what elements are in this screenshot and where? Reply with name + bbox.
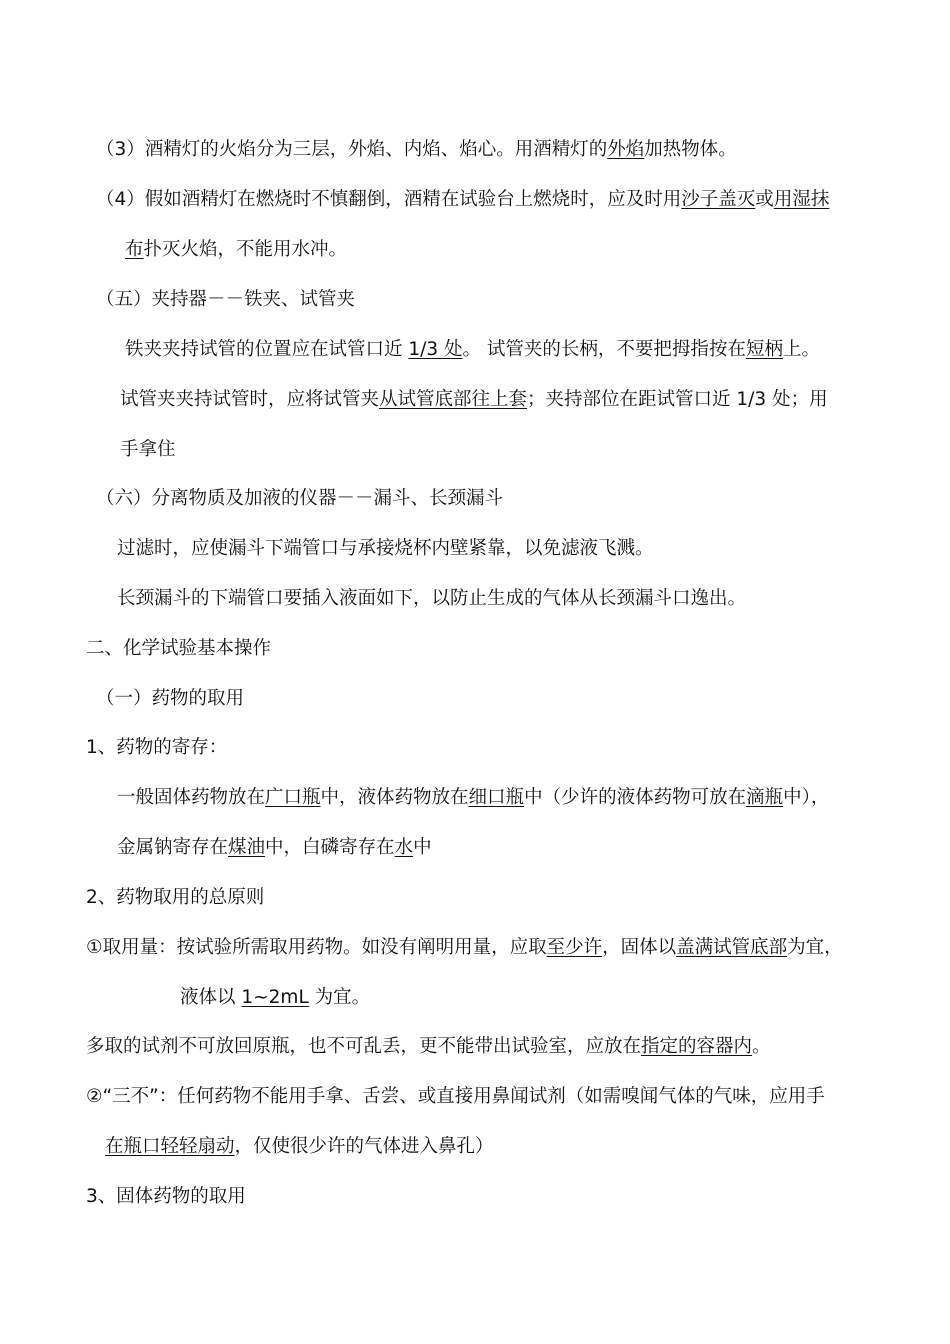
text-line — [117, 536, 654, 562]
text-line — [117, 835, 432, 861]
text-run: 手拿住 — [120, 439, 176, 460]
text-run: （3）酒精灯的火焰分为三层，外焰、内焰、焰心。用酒精灯的 — [96, 139, 608, 160]
text-run: ，仅使很少许的气体进入鼻孔） — [234, 1136, 494, 1157]
underlined-answer: 从试管底部往上套 — [379, 389, 528, 410]
text-line — [105, 1134, 494, 1160]
text-run: 中 — [413, 837, 432, 858]
text-line — [180, 985, 370, 1011]
text-run: 过滤时，应使漏斗下端管口与承接烧杯内壁紧靠，以免滤液飞溅。 — [117, 538, 654, 559]
text-run: 。 — [752, 1036, 771, 1057]
text-run: 长颈漏斗的下端管口要插入液面如下，以防止生成的气体从长颈漏斗口逸出。 — [117, 588, 747, 609]
text-run: ，固体以 — [602, 937, 677, 958]
text-run: 加热物体。 — [644, 139, 737, 160]
text-run: 金属钠寄存在 — [117, 837, 229, 858]
text-run: ；夹持部位在距试管口近 1/3 处；用 — [527, 389, 828, 410]
text-line — [86, 636, 271, 662]
underlined-answer: 1/3 处 — [408, 339, 463, 360]
underlined-answer: 短柄 — [745, 339, 783, 360]
text-run: （一）药物的取用 — [96, 688, 245, 709]
text-line — [96, 486, 503, 512]
text-run: 二、化学试验基本操作 — [86, 638, 272, 659]
underlined-answer: 1~2mL — [241, 987, 309, 1008]
text-run: ②“三不”：任何药物不能用手拿、舌尝、或直接用鼻闻试剂（如需嗅闻气体的气味，应用手 — [86, 1086, 825, 1107]
text-run: 铁夹夹持试管的位置应在试管口近 — [125, 339, 409, 360]
underlined-answer: 布 — [125, 239, 144, 260]
underlined-answer: 细口瓶 — [468, 787, 525, 808]
text-run: （五）夹持器－－铁夹、试管夹 — [96, 289, 356, 310]
underlined-answer: 广口瓶 — [265, 787, 321, 808]
text-line — [86, 1084, 825, 1110]
text-run: 2、药物取用的总原则 — [86, 887, 265, 908]
underlined-answer: 指定的容器内 — [641, 1036, 753, 1057]
text-line — [96, 137, 737, 163]
text-run: （4）假如酒精灯在燃烧时不慎翻倒，酒精在试验台上燃烧时，应及时用 — [96, 189, 682, 210]
text-run: ①取用量：按试验所需取用药物。如没有阐明用量，应取 — [86, 937, 547, 958]
text-run: 扑灭火焰，不能用水冲。 — [143, 239, 348, 260]
text-run: 多取的试剂不可放回原瓶，也不可乱丢，更不能带出试验室，应放在 — [86, 1036, 642, 1057]
text-run: （六）分离物质及加液的仪器－－漏斗、长颈漏斗 — [96, 488, 504, 509]
text-line — [120, 387, 828, 413]
text-line — [86, 885, 264, 911]
underlined-answer: 水 — [394, 837, 414, 858]
underlined-answer: 煤油 — [228, 837, 266, 858]
underlined-answer: 盖满试管底部 — [676, 937, 788, 958]
text-run: 中）， — [783, 787, 830, 808]
text-line — [117, 586, 746, 612]
text-run: 中，液体药物放在 — [320, 787, 469, 808]
text-line — [125, 337, 820, 363]
text-line — [86, 1034, 771, 1060]
text-run: 试管夹夹持试管时，应将试管夹 — [120, 389, 380, 410]
text-run: 或 — [755, 189, 774, 210]
text-line — [125, 237, 347, 263]
text-run: 1、药物的寄存： — [86, 737, 228, 758]
text-run: 。 试管夹的长柄，不要把拇指按在 — [462, 339, 746, 360]
text-line — [117, 785, 829, 811]
text-run: 为宜。 — [308, 987, 371, 1008]
underlined-answer: 至少许 — [546, 937, 603, 958]
underlined-answer: 用湿抹 — [773, 189, 830, 210]
text-run: 为宜， — [787, 937, 843, 958]
text-run: 液体以 — [180, 987, 242, 1008]
text-line — [86, 735, 227, 761]
underlined-answer: 在瓶口轻轻扇动 — [105, 1136, 235, 1157]
text-run: 一般固体药物放在 — [117, 787, 266, 808]
underlined-answer: 沙子盖灭 — [681, 189, 756, 210]
text-line — [96, 187, 829, 213]
text-run: 3、固体药物的取用 — [86, 1186, 246, 1207]
text-line — [96, 686, 244, 712]
text-run: 中，白磷寄存在 — [265, 837, 395, 858]
text-line — [86, 935, 843, 961]
text-line — [86, 1184, 246, 1210]
text-line — [120, 437, 176, 463]
underlined-answer: 滴瓶 — [746, 787, 784, 808]
text-run: 上。 — [782, 339, 820, 360]
text-run: 中（少许的液体药物可放在 — [524, 787, 747, 808]
underlined-answer: 外焰 — [607, 139, 645, 160]
text-line — [96, 287, 355, 313]
